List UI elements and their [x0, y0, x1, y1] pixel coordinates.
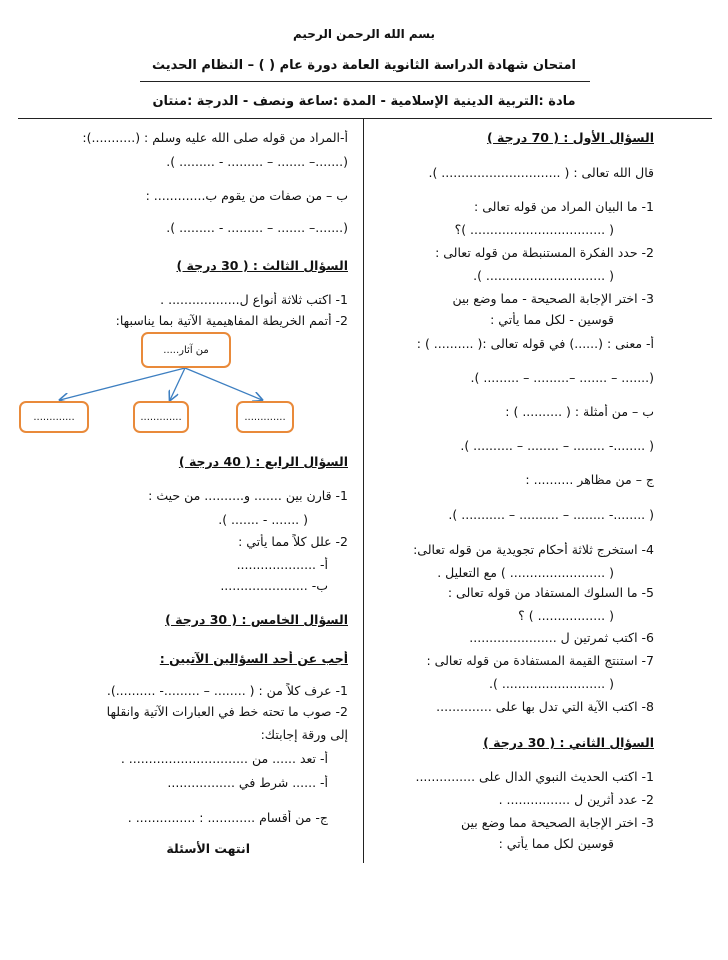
q1-item-3c: ج – من مظاهر .......... :: [525, 472, 654, 487]
q4-title: السؤال الرابع : ( 40 درجة ): [178, 454, 348, 469]
map-box-middle-label: .............: [140, 411, 182, 423]
q1-item-2-answer: ( .............................. ).: [473, 268, 614, 283]
q1-item-1: 1- ما البيان المراد من قوله تعالى :: [474, 199, 654, 214]
q1-item-6: 6- اكتب ثمرتين ل ......................: [469, 630, 654, 645]
q1-item-3b-options: ( ........- ........ – ........ – .......... ).: [460, 438, 654, 453]
q2-item-2: 2- عدد أثرين ل ................ .: [498, 792, 654, 807]
q1-item-7-answer: ( .......................... ).: [489, 676, 614, 691]
q5-item-c: ج- من أقسام ............ : ............... .: [127, 810, 328, 825]
q4-item-2a: أ- ....................: [236, 557, 328, 572]
q5-item-1: 1- عرف كلاً من : ( ........ – .........- ..........).: [106, 683, 348, 698]
q5-item-b: أ- ...... شرط في .................: [167, 775, 328, 790]
q2-item-3-cont: قوسين لكل مما يأتي :: [498, 836, 614, 851]
q1-item-2: 2- حدد الفكرة المستنبطة من قوله تعالى :: [435, 245, 654, 260]
q1-item-3c-options: ( ........- ........ – .......... – ........... ).: [448, 507, 654, 522]
q1-item-4: 4- استخرج ثلاثة أحكام تجويدية من قوله تعالى:: [413, 542, 654, 557]
map-box-right-label: .............: [244, 411, 286, 423]
map-box-middle: [133, 401, 189, 433]
map-arrow-middle: [170, 368, 185, 400]
q1-title: السؤال الأول : ( 70 درجة ): [486, 130, 654, 145]
q2-item-3a: أ-المراد من قوله صلى الله عليه وسلم : (...........):: [82, 130, 348, 145]
q1-item-3: 3- اختر الإجابة الصحيحة - مما وضع بين: [452, 291, 654, 306]
q5-item-2: 2- صوب ما تحته خط في العبارات الآتية وانقلها: [106, 704, 348, 719]
map-box-right: [236, 401, 294, 433]
q5-title: السؤال الخامس : ( 30 درجة ): [165, 612, 348, 627]
q1-item-3b: ب – من أمثلة : ( .......... ) :: [505, 404, 654, 419]
q3-title: السؤال الثالث : ( 30 درجة ): [176, 258, 348, 273]
exam-title: امتحان شهادة الدراسة الثانوية العامة دورة عام ( ) – النظام الحديث: [152, 58, 576, 73]
q1-item-7: 7- استنتج القيمة المستفادة من قوله تعالى :: [426, 653, 654, 668]
q1-item-8: 8- اكتب الآية التي تدل بها على ..............: [436, 699, 654, 714]
q1-item-4-cont: ( ........................ ) مع التعليل .: [437, 565, 614, 580]
q5-item-a: أ- تعد ...... من .............................. .: [120, 751, 328, 766]
map-box-left: [19, 401, 89, 433]
q2-item-1: 1- اكتب الحديث النبوي الدال على ...............: [415, 769, 654, 784]
q1-item-3a: أ- معنى : (......) في قوله تعالى :( .......... ) :: [416, 336, 654, 351]
q3-item-1: 1- اكتب ثلاثة أنواع ل.................. .: [160, 292, 348, 307]
q2-item-3: 3- اختر الإجابة الصحيحة مما وضع بين: [460, 815, 654, 830]
q2-item-3b-options: (.......– ....... – ......... - ......... ).: [166, 220, 348, 235]
q4-item-1-cont: ( ....... - ....... ).: [218, 512, 308, 527]
q1-item-5-answer: ( ................. ) ؟: [518, 608, 614, 623]
q5-instruction: أجب عن أحد السؤالين الآتيين :: [159, 651, 348, 666]
q4-item-2b: ب- ......................: [220, 578, 328, 593]
map-top-box: [141, 332, 231, 368]
q1-item-5: 5- ما السلوك المستفاد من قوله تعالى :: [447, 585, 654, 600]
q5-item-2-cont: إلى ورقة إجابتك:: [260, 727, 348, 742]
q2-title: السؤال الثاني : ( 30 درجة ): [483, 735, 654, 750]
end-of-questions: انتهت الأسئلة: [166, 841, 250, 856]
map-box-left-label: .............: [33, 411, 75, 423]
q3-item-2: 2- أتمم الخريطة المفاهيمية الآتية بما يناسبها:: [115, 313, 348, 328]
map-arrow-right: [185, 368, 262, 400]
map-top-label: من آثار.....: [163, 344, 209, 356]
q2-item-3a-options: (.......– ....... – ......... - ......... ).: [166, 154, 348, 169]
q4-item-1: 1- قارن بين ....... و.......... من حيث :: [148, 488, 348, 503]
map-arrow-left: [60, 368, 185, 400]
q1-item-1-answer: ( .................................. )؟: [454, 222, 614, 237]
q1-item-3-cont: قوسين - لكل مما يأتي :: [490, 312, 614, 327]
q1-item-3a-options: (....... – ....... –......... – ......... ).: [470, 370, 654, 385]
q4-item-2: 2- علل كلاً مما يأتي :: [238, 534, 348, 549]
basmala: بسم الله الرحمن الرحيم: [292, 27, 436, 41]
q1-verse: قال الله تعالى : ( .............................. ).: [428, 165, 654, 180]
q2-item-3b: ب – من صفات من يقوم ب............. :: [145, 188, 348, 203]
subject-line: مادة :التربية الدينية الإسلامية - المدة :ساعة ونصف - الدرجة :منتان: [152, 94, 576, 109]
